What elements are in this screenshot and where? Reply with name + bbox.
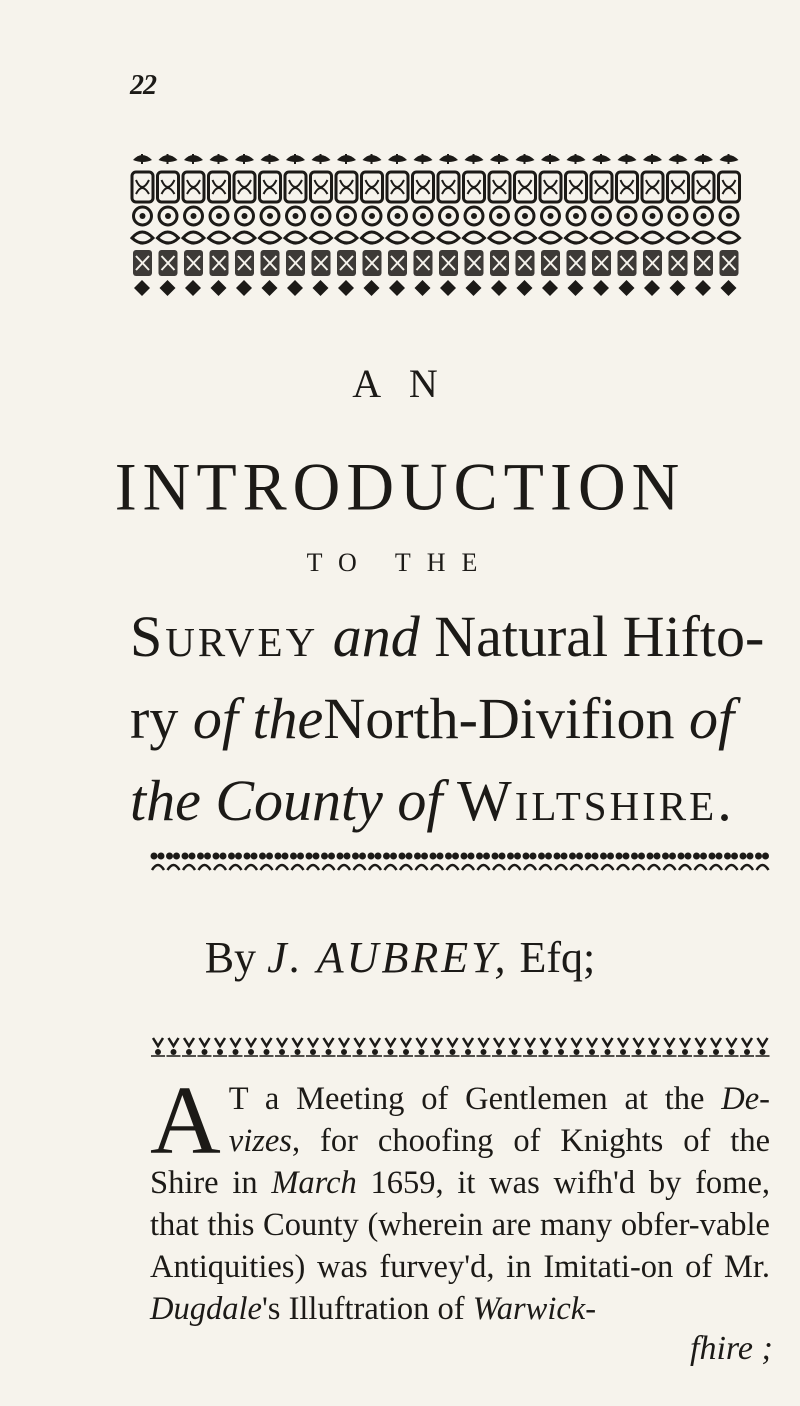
byline-by: By	[204, 933, 257, 982]
byline-author: J. AUBREY,	[267, 933, 509, 982]
title-of-the: of the	[192, 686, 324, 751]
title-north-division: North-Divifion	[323, 686, 675, 751]
drop-cap: A	[150, 1067, 221, 1175]
title-line-1	[130, 604, 770, 669]
heading-an: A N	[352, 361, 448, 406]
title-survey: Survey	[130, 604, 319, 669]
body-march: March	[271, 1165, 357, 1201]
ornament-band	[130, 150, 742, 300]
title-natural-history: Natural Hifto-	[434, 604, 765, 669]
body-text-4: 's Illuftration of	[261, 1291, 473, 1327]
title-line-2	[130, 686, 770, 751]
body-text-2: , for choofing of Knights of the Shire in	[150, 1123, 770, 1201]
body-warwick: Warwick-	[472, 1291, 597, 1327]
body-devizes: De-vizes	[228, 1081, 770, 1159]
page-number: 22	[130, 70, 156, 101]
title-of: of	[688, 686, 735, 751]
heading-to-the: TO THE	[306, 548, 494, 577]
byline-suffix: Efq;	[519, 933, 596, 982]
body-dugdale: Dugdale	[150, 1291, 262, 1327]
ornament-divider-bottom	[150, 1032, 770, 1060]
title-and: and	[332, 604, 420, 669]
byline	[0, 932, 800, 983]
title-wiltshire: Wiltshire.	[457, 768, 735, 833]
title-the-county-of: the County of	[130, 768, 443, 833]
catchword: fhire ;	[690, 1330, 773, 1367]
body-paragraph	[150, 1067, 770, 1330]
title-line-3	[130, 768, 770, 833]
ornament-divider-top	[150, 848, 770, 876]
title-ry: ry	[130, 686, 179, 751]
body-text-1: T a Meeting of Gentlemen at the	[228, 1081, 722, 1117]
body-text-3: 1659, it was wifh'd by fome, that this County (wherein are many obfer-vable Antiquities) was furvey'd, in Imitati-on of Mr.	[150, 1165, 770, 1285]
heading-introduction: INTRODUCTION	[114, 450, 686, 525]
